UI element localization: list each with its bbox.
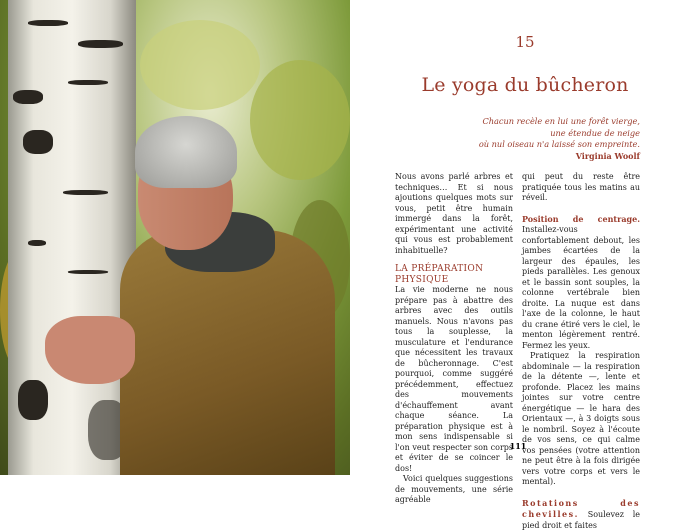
epigraph-line: où nul oiseau n'a laissé son empreinte. <box>479 139 640 151</box>
left-column <box>395 172 513 506</box>
paragraph: Voici quelques suggestions de mouvements, une série agréable <box>395 474 513 506</box>
text-page <box>350 0 700 475</box>
right-column <box>522 172 640 531</box>
paragraph: Pratiquez la respiration abdominale — la respiration de la détente —, lente et profonde. Placez les mains jointes sur votre centre énergétique — le hara des Orientaux —, à 3 doigts sous le nombril. Soyez à l'écoute de vos sens, ce qui calme vos pensées (votre attention ne peut être à la fois dirigée vers votre corps et vers le mental). <box>522 351 640 488</box>
intro-paragraph: Nous avons parlé arbres et techniques… Et si nous ajoutions quelques mots sur vous, petit être humain immergé dans la forêt, expérimentant une activité qui vous est probablement inhabituelle? <box>395 172 513 256</box>
paragraph: qui peut du reste être pratiquée tous les matins au réveil. <box>522 172 640 204</box>
epigraph-line: une étendue de neige <box>479 128 640 140</box>
hand <box>45 316 135 384</box>
section-heading: LA PRÉPARATION PHYSIQUE <box>395 264 513 285</box>
photo-man-hugging-birch <box>0 0 350 475</box>
paragraph-text: Installez-vous confortablement debout, les jambes écartées de la largeur des épaules, les pieds parallèles. Les genoux et le bassin sont souples, la colonne vertébrale bien droite. La nuque est dans l'axe de la colonne, le haut du crane étiré vers le ciel, le menton légèrement rentré. Fermez les yeux. <box>522 225 640 350</box>
epigraph-author: Virginia Woolf <box>576 151 640 161</box>
foliage <box>140 20 260 110</box>
paragraph <box>522 214 640 352</box>
paragraph-text: Soulevez le pied droit et faites <box>522 510 640 530</box>
birch-trunk <box>8 0 136 475</box>
hair <box>135 116 237 188</box>
run-in-heading: Rotations des chevilles. <box>522 498 640 520</box>
run-in-heading: Position de centrage. <box>522 214 640 224</box>
epigraph <box>479 116 640 151</box>
foliage <box>250 60 350 180</box>
paragraph: La vie moderne ne nous prépare pas à abattre des arbres avec des outils manuels. Nous n'avons pas tous la souplesse, la musculature et l'endurance que nécessitent les travaux de bûcheronnage. C'est pourquoi, comme suggéré précédemment, effectuez des mouvements d'échauffement avant chaque séance. La préparation physique est à mon sens indispensable si l'on veut respecter son corps et éviter de se coincer le dos! <box>395 285 513 474</box>
chapter-title: Le yoga du bûcheron <box>350 74 700 96</box>
page-number: 111 <box>350 441 686 451</box>
chapter-number: 15 <box>350 33 700 51</box>
paragraph <box>522 498 640 531</box>
epigraph-line: Chacun recèle en lui une forêt vierge, <box>479 116 640 128</box>
